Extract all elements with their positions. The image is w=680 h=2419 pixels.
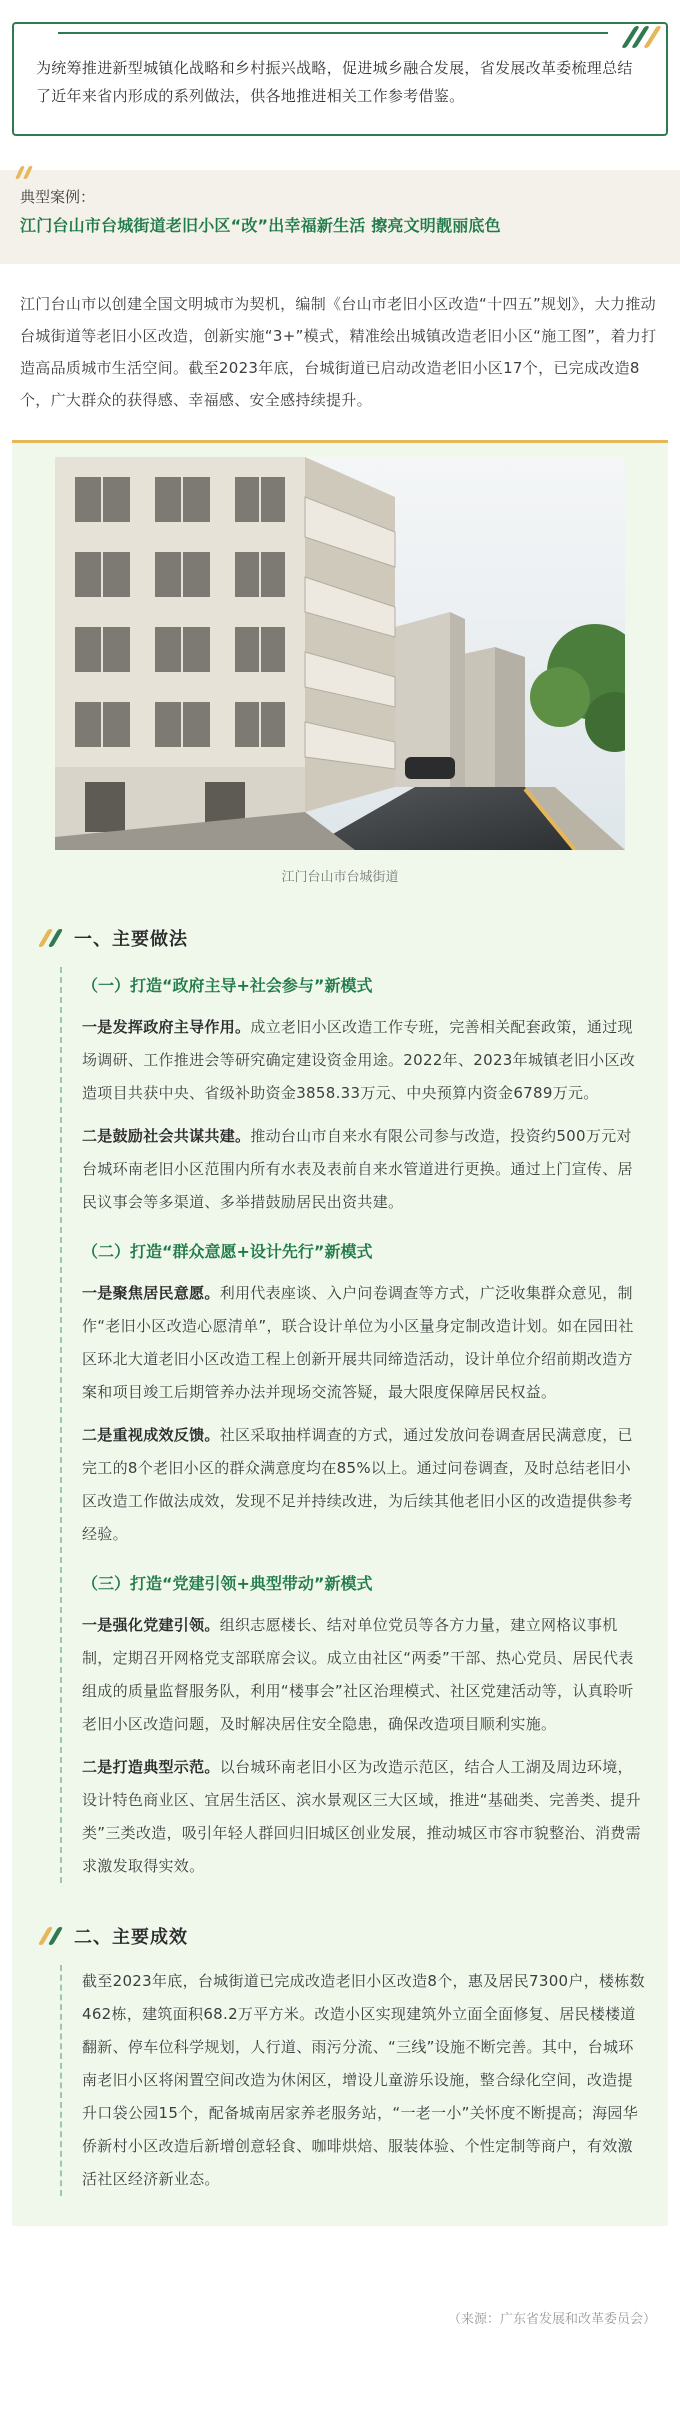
paragraph-lead: 二是鼓励社会共谋共建。 bbox=[82, 1127, 251, 1145]
intro-top-line bbox=[58, 32, 608, 34]
section-mark-icon bbox=[40, 929, 64, 947]
intro-section bbox=[0, 0, 680, 144]
lead-paragraph: 江门台山市以创建全国文明城市为契机，编制《台山市老旧小区改造“十四五”规划》，大力推动台城街道等老旧小区改造，创新实施“3+”模式，精准绘出城镇改造老旧小区“施工图”，着力打造高品质城市生活空间。截至2023年底，台城街道已启动改造老旧小区17个，已完成改造8个，广大群众的获得感、幸福感、安全感持续提升。 bbox=[20, 295, 657, 409]
case-section bbox=[0, 170, 680, 264]
street-photo bbox=[55, 457, 625, 850]
paragraph-lead: 二是重视成效反馈。 bbox=[82, 1426, 220, 1444]
paragraph-text: 成立老旧小区改造工作专班，完善相关配套政策，通过现场调研、工作推进会等研究确定建设资金用途。2022年、2023年城镇老旧小区改造项目共获中央、省级补助资金3858.33万元、中央预算内资金6789万元。 bbox=[82, 1018, 636, 1102]
case-title: 江门台山市台城街道老旧小区“改”出幸福新生活 擦亮文明靓丽底色 bbox=[20, 216, 501, 235]
paragraph-lead: 一是发挥政府主导作用。 bbox=[82, 1018, 251, 1036]
section-1-body bbox=[60, 967, 660, 1883]
paragraph-text: 推动台山市自来水有限公司参与改造，投资约500万元对台城环南老旧小区范围内所有水表及表前自来水管道进行更换。通过上门宣传、居民议事会等多渠道、多举措鼓励居民出资共建。 bbox=[82, 1127, 633, 1211]
paragraph bbox=[82, 1609, 646, 1741]
subsection-2-title: （二）打造“群众意愿+设计先行”新模式 bbox=[82, 1242, 373, 1261]
paragraph-lead: 一是强化党建引领。 bbox=[82, 1616, 220, 1634]
slash-decoration-icon bbox=[622, 24, 666, 44]
paragraph bbox=[82, 1277, 646, 1409]
paragraph-text: 组织志愿楼长、结对单位党员等各方力量，建立网格议事机制，定期召开网格党支部联席会议。成立由社区“两委”干部、热心党员、居民代表组成的质量监督服务队，利用“楼事会”社区治理模式、社区党建活动等，认真聆听老旧小区改造问题，及时解决居住安全隐患，确保改造项目顺利实施。 bbox=[82, 1616, 634, 1733]
section-1-title: 一、主要做法 bbox=[74, 929, 188, 950]
intro-text: 为统筹推进新型城镇化战略和乡村振兴战略，促进城乡融合发展，省发展改革委梳理总结了近年来省内形成的系列做法，供各地推进相关工作参考借鉴。 bbox=[36, 59, 633, 105]
content-panel bbox=[12, 443, 668, 2226]
section-2-title: 二、主要成效 bbox=[74, 1927, 188, 1948]
case-label: 典型案例： bbox=[20, 188, 96, 206]
paragraph bbox=[82, 1751, 646, 1883]
section-2-heading bbox=[20, 1923, 660, 1949]
intro-box bbox=[12, 22, 668, 136]
section-1-heading bbox=[20, 925, 660, 951]
subsection-3-title: （三）打造“党建引领+典型带动”新模式 bbox=[82, 1574, 373, 1593]
section-mark-icon bbox=[40, 1927, 64, 1945]
quote-mark-icon bbox=[14, 166, 36, 180]
paragraph-lead: 一是聚焦居民意愿。 bbox=[82, 1284, 220, 1302]
source-note: （来源：广东省发展和改革委员会） bbox=[447, 2312, 656, 2327]
street-photo-illustration bbox=[55, 457, 625, 850]
case-box bbox=[0, 170, 680, 264]
paragraph-text: 以台城环南老旧小区为改造示范区，结合人工湖及周边环境，设计特色商业区、宜居生活区、滨水景观区三大区域，推进“基础类、完善类、提升类”三类改造，吸引年轻人群回归旧城区创业发展，推动城区市容市貌整治、消费需求激发取得实效。 bbox=[82, 1758, 641, 1875]
results-paragraph: 截至2023年底，台城街道已完成改造老旧小区改造8个，惠及居民7300户，楼栋数462栋，建筑面积68.2万平方米。改造小区实现建筑外立面全面修复、居民楼楼道翻新、停车位科学规划，人行道、雨污分流、“三线”设施不断完善。其中，台城环南老旧小区将闲置空间改造为休闲区，增设儿童游乐设施，整合绿化空间，改造提升口袋公园15个，配备城南居家养老服务站，“一老一小”关怀度不断提高；海园华侨新村小区改造后新增创意轻食、咖啡烘焙、服装体验、个性定制等商户，有效激活社区经济新业态。 bbox=[82, 1972, 645, 2188]
paragraph-text: 社区采取抽样调查的方式，通过发放问卷调查居民满意度，已完工的8个老旧小区的群众满意度均在85%以上。通过问卷调查，及时总结老旧小区改造工作做法成效，发现不足并持续改进，为后续其他老旧小区的改造提供参考经验。 bbox=[82, 1426, 633, 1543]
photo-caption: 江门台山市台城街道 bbox=[281, 870, 399, 885]
paragraph-text: 利用代表座谈、入户问卷调查等方式，广泛收集群众意见，制作“老旧小区改造心愿清单”，联合设计单位为小区量身定制改造计划。如在园田社区环北大道老旧小区改造工程上创新开展共同缔造活动，设计单位介绍前期改造方案和项目竣工后期管养办法并现场交流答疑，最大限度保障居民权益。 bbox=[82, 1284, 634, 1401]
paragraph-lead: 二是打造典型示范。 bbox=[82, 1758, 220, 1776]
paragraph bbox=[82, 1419, 646, 1551]
paragraph bbox=[82, 1120, 646, 1219]
section-2-body bbox=[60, 1965, 660, 2196]
paragraph bbox=[82, 1011, 646, 1110]
subsection-1-title: （一）打造“政府主导+社会参与”新模式 bbox=[82, 976, 373, 995]
